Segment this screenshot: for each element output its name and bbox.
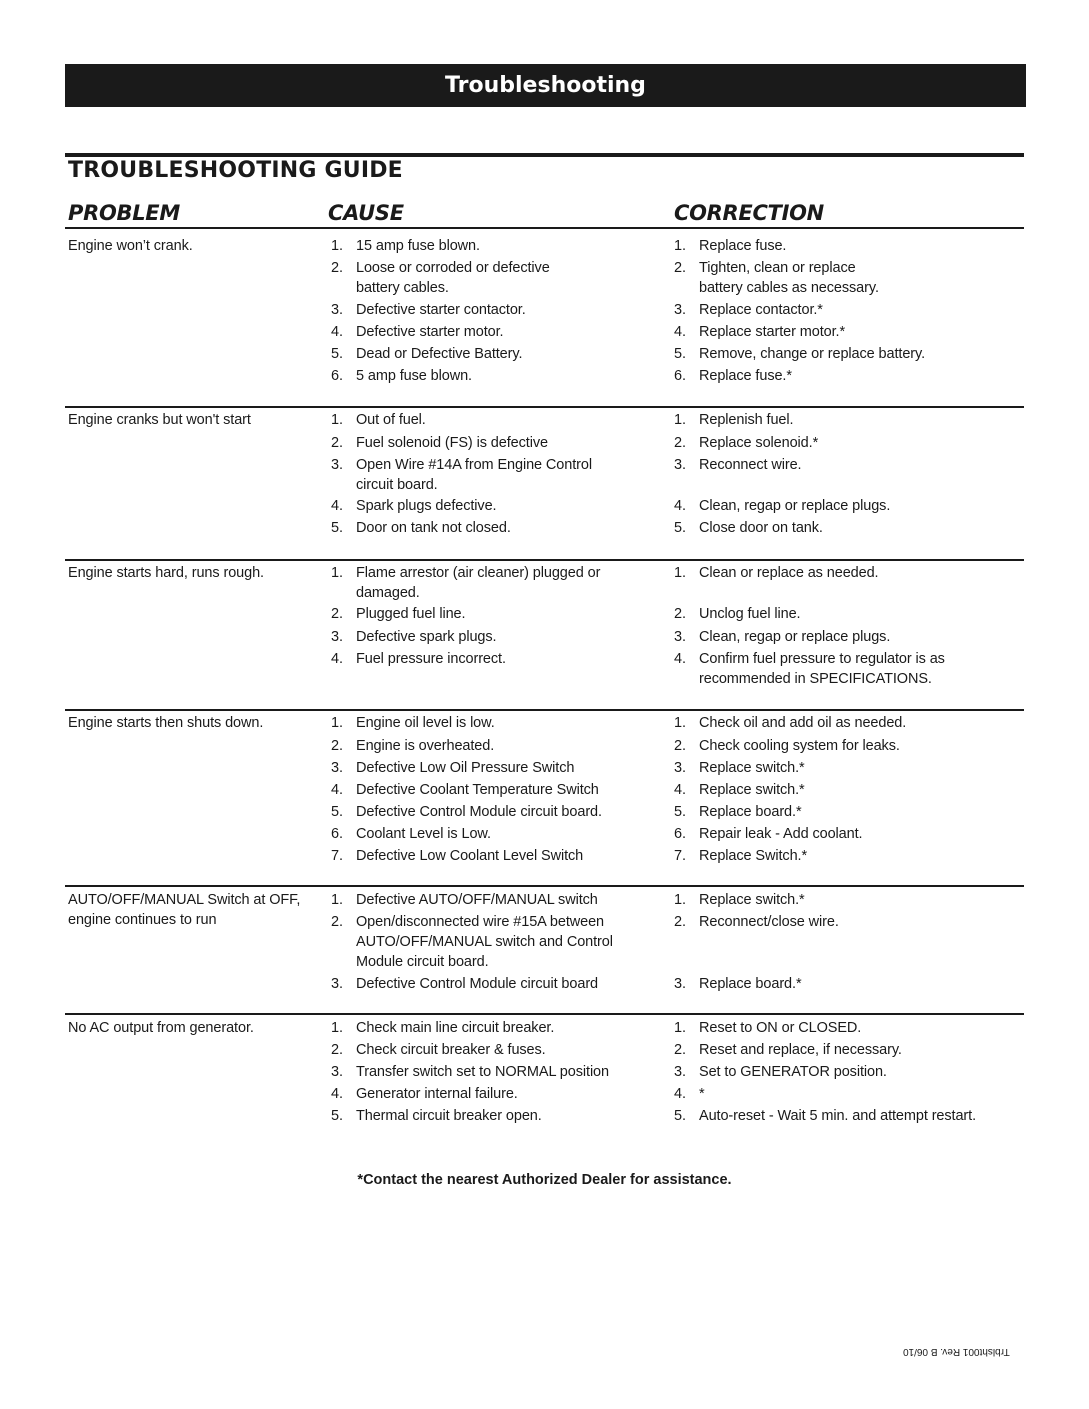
correction-item-text: Replenish fuel. <box>699 412 794 428</box>
cause-item-text: Dead or Defective Battery. <box>356 346 523 362</box>
correction-item-number: 5. <box>674 1108 686 1124</box>
correction-item-number: 5. <box>674 346 686 362</box>
cause-item-text: Engine is overheated. <box>356 738 495 754</box>
cause-item-text: 15 amp fuse blown. <box>356 238 480 254</box>
cause-item-number: 2. <box>331 1042 343 1058</box>
cause-item-text: Fuel pressure incorrect. <box>356 651 506 667</box>
correction-item-text: Close door on tank. <box>699 520 823 536</box>
problem-text: AUTO/OFF/MANUAL Switch at OFF, engine continues to run <box>68 892 301 928</box>
correction-item-number: 1. <box>674 412 686 428</box>
cause-item-number: 1. <box>331 892 343 908</box>
footnote: *Contact the nearest Authorized Dealer for assistance. <box>357 1172 732 1188</box>
problem-text: Engine won’t crank. <box>68 238 193 254</box>
cause-item-text: Defective spark plugs. <box>356 629 497 645</box>
cause-item-number: 6. <box>331 826 343 842</box>
cause-item-text: Loose or corroded or defective <box>356 260 550 276</box>
correction-item-number: 2. <box>674 1042 686 1058</box>
correction-item-number: 6. <box>674 368 686 384</box>
correction-item-text: Replace contactor.* <box>699 302 823 318</box>
cause-item-number: 1. <box>331 565 343 581</box>
correction-item-number: 3. <box>674 760 686 776</box>
correction-item-number: 3. <box>674 629 686 645</box>
correction-item-number: 4. <box>674 324 686 340</box>
correction-item-number: 1. <box>674 892 686 908</box>
cause-item-text: Defective Control Module circuit board <box>356 976 599 992</box>
correction-item-text: Check cooling system for leaks. <box>699 738 900 754</box>
correction-item-text: Set to GENERATOR position. <box>699 1064 887 1080</box>
correction-item-text: Replace fuse.* <box>699 368 792 384</box>
correction-item-text: * <box>699 1086 705 1102</box>
revision-code: Trblsht001 Rev. B 06/10 <box>903 1346 1010 1357</box>
cause-item-text: circuit board. <box>356 477 438 493</box>
correction-item-text: Replace switch.* <box>699 782 805 798</box>
correction-item-text: Replace board.* <box>699 804 802 820</box>
correction-item-text: Reset and replace, if necessary. <box>699 1042 902 1058</box>
correction-item-number: 6. <box>674 826 686 842</box>
cause-item-number: 4. <box>331 498 343 514</box>
correction-item-number: 3. <box>674 302 686 318</box>
correction-item-number: 2. <box>674 435 686 451</box>
cause-item-text: AUTO/OFF/MANUAL switch and Control <box>356 934 613 950</box>
correction-item-number: 2. <box>674 606 686 622</box>
problem-text: Engine starts hard, runs rough. <box>68 565 264 581</box>
cause-item-text: Spark plugs defective. <box>356 498 497 514</box>
correction-item-text: Clean, regap or replace plugs. <box>699 498 891 514</box>
cause-item-number: 1. <box>331 715 343 731</box>
header-rule <box>65 227 1024 229</box>
correction-item-number: 1. <box>674 715 686 731</box>
section-divider <box>65 709 1024 711</box>
cause-item-number: 2. <box>331 260 343 276</box>
cause-item-number: 6. <box>331 368 343 384</box>
cause-item-number: 3. <box>331 302 343 318</box>
cause-item-text: Plugged fuel line. <box>356 606 466 622</box>
cause-item-text: battery cables. <box>356 280 449 296</box>
cause-item-text: Defective Low Coolant Level Switch <box>356 848 584 864</box>
cause-item-text: Door on tank not closed. <box>356 520 511 536</box>
correction-item-text: Replace solenoid.* <box>699 435 819 451</box>
cause-item-number: 2. <box>331 738 343 754</box>
cause-item-number: 4. <box>331 651 343 667</box>
cause-item-number: 5. <box>331 346 343 362</box>
correction-item-number: 4. <box>674 498 686 514</box>
cause-item-text: Fuel solenoid (FS) is defective <box>356 435 548 451</box>
cause-item-text: 5 amp fuse blown. <box>356 368 472 384</box>
cause-item-text: Check main line circuit breaker. <box>356 1020 555 1036</box>
cause-item-number: 1. <box>331 238 343 254</box>
problem-text: Engine cranks but won't start <box>68 412 251 428</box>
problem-text: Engine starts then shuts down. <box>68 715 264 731</box>
cause-item-number: 2. <box>331 606 343 622</box>
cause-item-text: Module circuit board. <box>356 954 489 970</box>
correction-item-number: 5. <box>674 520 686 536</box>
cause-item-number: 1. <box>331 412 343 428</box>
cause-item-text: Defective AUTO/OFF/MANUAL switch <box>356 892 598 908</box>
cause-item-number: 3. <box>331 976 343 992</box>
cause-item-number: 5. <box>331 804 343 820</box>
cause-item-number: 5. <box>331 520 343 536</box>
correction-item-text: Replace switch.* <box>699 892 805 908</box>
correction-item-number: 2. <box>674 738 686 754</box>
cause-item-number: 5. <box>331 1108 343 1124</box>
correction-item-text: Reconnect/close wire. <box>699 914 839 930</box>
cause-item-text: Flame arrestor (air cleaner) plugged or <box>356 565 601 581</box>
section-divider <box>65 406 1024 408</box>
cause-item-text: Defective Control Module circuit board. <box>356 804 602 820</box>
cause-item-number: 7. <box>331 848 343 864</box>
cause-item-number: 4. <box>331 782 343 798</box>
correction-item-number: 5. <box>674 804 686 820</box>
section-banner: Troubleshooting <box>65 64 1026 107</box>
cause-item-text: Engine oil level is low. <box>356 715 495 731</box>
correction-item-text: Confirm fuel pressure to regulator is as <box>699 651 945 667</box>
cause-item-number: 2. <box>331 914 343 930</box>
cause-item-text: Defective Coolant Temperature Switch <box>356 782 599 798</box>
correction-item-text: Auto-reset - Wait 5 min. and attempt restart. <box>699 1108 977 1124</box>
cause-item-number: 3. <box>331 457 343 473</box>
correction-item-number: 3. <box>674 1064 686 1080</box>
correction-item-number: 4. <box>674 782 686 798</box>
correction-item-number: 1. <box>674 565 686 581</box>
cause-item-text: Defective starter motor. <box>356 324 504 340</box>
cause-item-text: Defective starter contactor. <box>356 302 526 318</box>
section-divider <box>65 559 1024 561</box>
cause-item-text: Open Wire #14A from Engine Control <box>356 457 592 473</box>
column-header-problem: PROBLEM <box>68 201 180 225</box>
correction-item-text: Remove, change or replace battery. <box>699 346 926 362</box>
correction-item-text: Replace starter motor.* <box>699 324 845 340</box>
correction-item-text: Reset to ON or CLOSED. <box>699 1020 862 1036</box>
column-header-cause: CAUSE <box>328 201 404 225</box>
cause-item-number: 4. <box>331 1086 343 1102</box>
page-title: TROUBLESHOOTING GUIDE <box>68 158 403 183</box>
correction-item-number: 2. <box>674 260 686 276</box>
correction-item-text: Clean, regap or replace plugs. <box>699 629 891 645</box>
problem-text: No AC output from generator. <box>68 1020 254 1036</box>
correction-item-text: Unclog fuel line. <box>699 606 801 622</box>
cause-item-number: 3. <box>331 760 343 776</box>
correction-item-text: Check oil and add oil as needed. <box>699 715 907 731</box>
correction-item-text: Replace fuse. <box>699 238 787 254</box>
cause-item-text: Check circuit breaker & fuses. <box>356 1042 546 1058</box>
correction-item-text: Repair leak - Add coolant. <box>699 826 863 842</box>
correction-item-text: Clean or replace as needed. <box>699 565 879 581</box>
correction-item-number: 2. <box>674 914 686 930</box>
correction-item-number: 3. <box>674 457 686 473</box>
section-divider <box>65 885 1024 887</box>
correction-item-number: 7. <box>674 848 686 864</box>
correction-item-text: Tighten, clean or replace <box>699 260 856 276</box>
cause-item-text: Generator internal failure. <box>356 1086 518 1102</box>
cause-item-number: 2. <box>331 435 343 451</box>
cause-item-text: Out of fuel. <box>356 412 426 428</box>
correction-item-number: 4. <box>674 651 686 667</box>
correction-item-text: battery cables as necessary. <box>699 280 879 296</box>
cause-item-number: 4. <box>331 324 343 340</box>
correction-item-text: recommended in SPECIFICATIONS. <box>699 671 932 687</box>
cause-item-number: 3. <box>331 1064 343 1080</box>
correction-item-number: 1. <box>674 238 686 254</box>
correction-item-text: Replace Switch.* <box>699 848 808 864</box>
cause-item-number: 1. <box>331 1020 343 1036</box>
column-header-correction: CORRECTION <box>674 201 824 225</box>
title-rule <box>65 153 1024 157</box>
correction-item-text: Replace switch.* <box>699 760 805 776</box>
section-divider <box>65 1013 1024 1015</box>
correction-item-number: 3. <box>674 976 686 992</box>
cause-item-text: Coolant Level is Low. <box>356 826 491 842</box>
correction-item-text: Replace board.* <box>699 976 802 992</box>
cause-item-text: Thermal circuit breaker open. <box>356 1108 542 1124</box>
cause-item-number: 3. <box>331 629 343 645</box>
correction-item-number: 4. <box>674 1086 686 1102</box>
cause-item-text: Defective Low Oil Pressure Switch <box>356 760 575 776</box>
cause-item-text: Transfer switch set to NORMAL position <box>356 1064 609 1080</box>
correction-item-number: 1. <box>674 1020 686 1036</box>
cause-item-text: Open/disconnected wire #15A between <box>356 914 605 930</box>
correction-item-text: Reconnect wire. <box>699 457 802 473</box>
cause-item-text: damaged. <box>356 585 420 601</box>
